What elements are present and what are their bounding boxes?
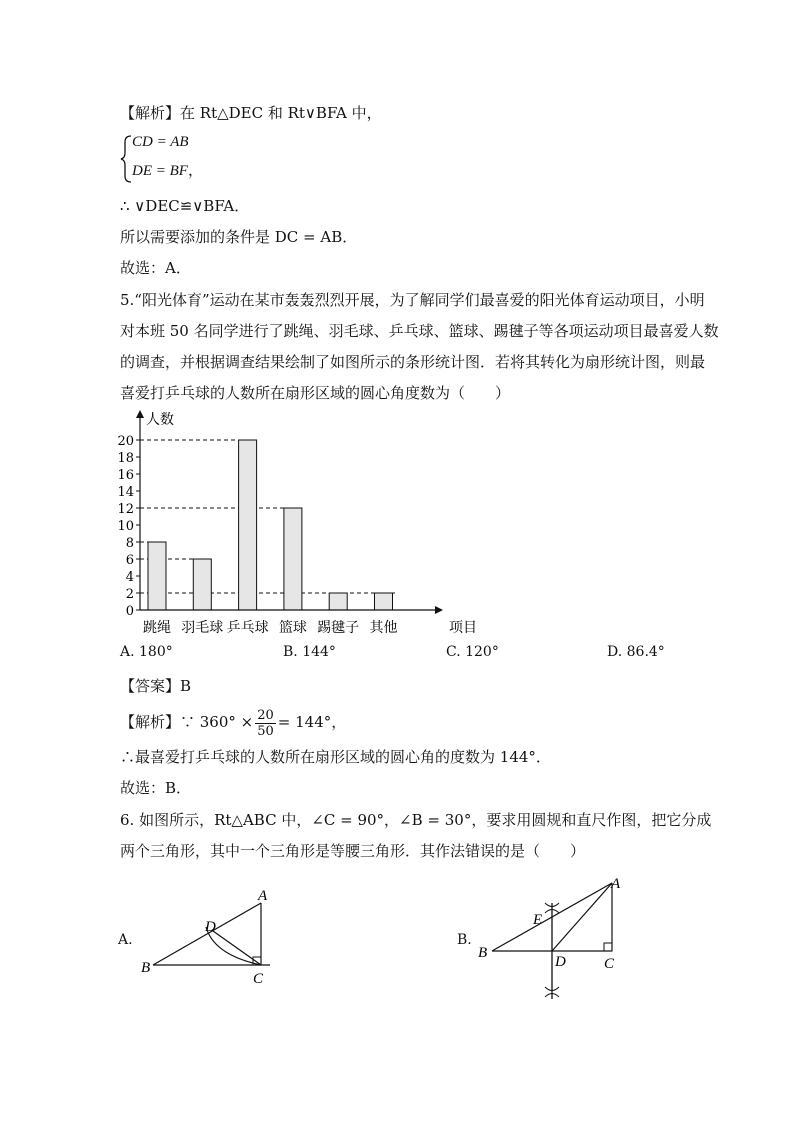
bar-2 [193, 559, 211, 610]
bar-5 [329, 593, 347, 610]
point-d: D [555, 954, 566, 970]
category-label: 跳绳 [143, 620, 171, 636]
answer5: 【答案】B [120, 677, 192, 695]
figure-b [475, 873, 655, 1003]
point-b: B [141, 960, 151, 976]
y-axis-label: 人数 [146, 412, 174, 428]
y-tick-label: 20 [117, 434, 134, 449]
y-tick-label: 0 [125, 604, 134, 619]
x-axis-label: 项目 [449, 620, 477, 636]
point-c: C [604, 956, 615, 972]
question6-line2: 两个三角形，其中一个三角形是等腰三角形．其作法错误的是（ ） [120, 842, 586, 860]
equation-2: DE = BF， [132, 163, 203, 179]
y-tick-label: 18 [117, 451, 134, 466]
y-tick-label: 4 [125, 570, 134, 585]
category-label: 篮球 [278, 620, 307, 636]
equation-1: CD = AB [132, 134, 189, 150]
analysis4-line3: 所以需要添加的条件是 DC = AB． [120, 228, 358, 246]
question5-line4: 喜爱打乒乓球的人数所在扇形区域的圆心角度数为（ ） [120, 384, 511, 402]
analysis5-choose: 故选：B． [120, 779, 192, 797]
option-d: D. 86.4° [607, 644, 665, 660]
analysis4-line4: 故选：A． [120, 259, 191, 277]
y-tick-label: 16 [117, 468, 134, 483]
category-label: 羽毛球 [181, 620, 224, 636]
question6-line1: 6. 如图所示，Rt△ABC 中，∠C = 90°，∠B = 30°，要求用圆规和直尺作图，把它分成 [120, 811, 712, 829]
point-c: C [253, 971, 264, 987]
question5-line2: 对本班 50 名同学进行了跳绳、羽毛球、乒乓球、篮球、踢毽子等各项运动项目最喜爱人数 [120, 322, 719, 340]
figure-b-label: B. [457, 932, 472, 948]
analysis5-formula: 【解析】∵ 360° × $\frac{20}{50}$ = 144°， [120, 707, 347, 739]
y-tick-label: 2 [125, 587, 134, 602]
point-e: E [533, 912, 543, 928]
category-label: 踢毽子 [317, 620, 360, 636]
analysis4-line1: 【解析】在 Rt△DEC 和 Rt∨BFA 中， [120, 104, 382, 122]
x-axis-arrow-icon [435, 606, 443, 614]
analysis4-line2: ∴ ∨DEC≌∨BFA． [120, 197, 250, 215]
point-a: A [258, 888, 268, 904]
equation-system [120, 134, 240, 184]
y-axis-arrow-icon [136, 410, 144, 418]
bar-6 [375, 593, 393, 610]
option-c: C. 120° [446, 644, 499, 660]
option-b: B. 144° [283, 644, 336, 660]
point-b: B [478, 945, 488, 961]
y-tick-label: 8 [125, 536, 134, 551]
option-a: A. 180° [120, 644, 173, 660]
point-d: D [205, 919, 216, 935]
y-tick-label: 6 [125, 553, 134, 568]
bar-3 [239, 440, 257, 610]
y-tick-label: 12 [117, 502, 134, 517]
category-label: 乒乓球 [226, 620, 269, 636]
question5-line1: 5.“阳光体育”运动在某市轰轰烈烈开展，为了解同学们最喜爱的阳光体育运动项目，小明 [120, 291, 705, 309]
bar-4 [284, 508, 302, 610]
figure-a [130, 885, 310, 995]
point-a: A [611, 876, 621, 892]
figure-a-label: A. [118, 932, 133, 948]
analysis5-line2: ∴最喜爱打乒乓球的人数所在扇形区域的圆心角的度数为 144°． [120, 748, 551, 766]
category-label: 其他 [369, 620, 398, 636]
bar-1 [148, 542, 166, 610]
question5-line3: 的调查，并根据调查结果绘制了如图所示的条形统计图．若将其转化为扇形统计图，则最 [120, 353, 706, 371]
y-tick-label: 10 [117, 519, 134, 534]
bar-chart [0, 400, 794, 640]
y-tick-label: 14 [117, 485, 134, 500]
